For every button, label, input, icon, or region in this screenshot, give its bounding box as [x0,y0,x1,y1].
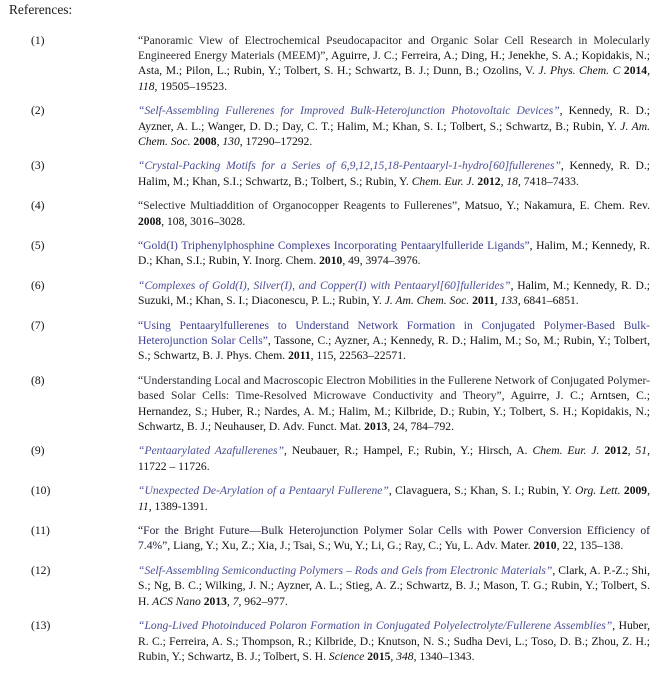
reference-year: 2009 [623,484,648,498]
reference-entry [0,523,670,553]
reference-body [138,159,650,187]
reference-entry [0,563,670,609]
reference-number: (3) [31,159,45,173]
reference-authors: , Neubauer, R.; Hampel, F.; Rubin, Y.; Hirsch, A. [284,444,533,458]
reference-pages: , 1340–1343. [413,649,475,663]
reference-journal: J. Am. Chem. Soc. [138,119,651,148]
reference-entry [0,238,670,268]
reference-pages: , 1389-1391. [148,499,208,513]
reference-entry [0,318,670,364]
reference-title: “Using Pentaarylfullerenes to Understand Network Formation in Conjugated Polymer-Based Bulk-Heterojunction Solar Cells” [138,319,650,348]
reference-number: (10) [31,484,51,498]
reference-year: 2012 [604,444,628,458]
reference-authors: , Halim, M.; Kennedy, R. D.; Khan, S.I.; Rubin, Y. [138,239,650,268]
reference-title: “Crystal-Packing Motifs for a Series of 6,9,12,15,18-Pentaaryl-1-hydro[60]fullerenes” [138,159,561,173]
reference-volume: , 11 [138,484,650,513]
reference-body [138,199,650,227]
reference-year: 2011 [288,349,311,363]
reference-entry [0,33,670,94]
reference-pages: , 784–792. [404,419,454,433]
reference-number: (12) [31,564,51,578]
reference-authors: , Kennedy, R. D.; Ayzner, A. L.; Wanger, D. D.; Day, C. T.; Halim, M.; Khan, S. I.; Tolbert, S.; Schwartz, B.; Rubin, Y. [138,104,650,133]
reference-title: “Selective Multiaddition of Organocopper Reagents to Fullerenes” [138,199,458,213]
reference-journal: Adv. Funct. Mat. [282,419,365,433]
reference-number: (9) [31,444,45,458]
page-title: References: [9,2,73,17]
reference-year: 2013 [364,419,388,433]
reference-journal: Chem. Eur. J. [411,174,478,188]
reference-entry [0,373,670,434]
reference-volume: , 108 [161,214,185,228]
reference-entry [0,278,670,308]
reference-pages: , 7418–7433. [517,174,579,188]
reference-title: “Self-Assembling Semiconducting Polymers – Rods and Gels from Electronic Materials” [138,564,553,578]
reference-journal: ACS Nano [152,594,204,608]
reference-entry [0,158,670,188]
reference-pages: , 19505–19523. [154,79,227,93]
reference-title: “Understanding Local and Macroscopic Electron Mobilities in the Fullerene Network of Conjugated Polymer-based Solar Cells: Time-Resolved Microwave Conductivity and Theory” [138,374,650,403]
reference-authors: , Halim, M.; Kennedy, R. D.; Suzuki, M.; Khan, S. I.; Diaconescu, P. L.; Rubin, Y. [138,279,650,308]
reference-authors: , Tassone, C.; Ayzner, A.; Kennedy, R. D.; Halim, M.; So, M.; Rubin, Y.; Tolbert, S.; Schwartz, B. [138,334,650,363]
reference-body [138,279,650,307]
reference-year: 2012 [477,174,501,188]
reference-volume: , 133 [494,294,518,308]
reference-volume: , 118 [138,64,650,93]
reference-entry [0,103,670,149]
reference-journal: Chem. Rev. [594,199,651,213]
reference-journal: Chem. Eur. J. [532,444,605,458]
reference-volume: , 51 [627,444,648,458]
reference-volume: , 348 [390,649,414,663]
reference-body [138,319,650,362]
reference-authors: , Liang, Y.; Xu, Z.; Xia, J.; Tsai, S.; Wu, Y.; Li, G.; Ray, C.; Yu, L. [167,539,476,553]
reference-year: 2013 [203,594,227,608]
reference-entry [0,483,670,513]
reference-pages: , 962–977. [238,594,288,608]
reference-pages: , 22563–22571. [333,349,406,363]
reference-volume: , 115 [310,349,334,363]
reference-body [138,34,650,93]
reference-list [0,33,670,664]
reference-year: 2008 [138,214,162,228]
reference-number: (5) [31,239,45,253]
reference-number: (8) [31,374,45,388]
reference-number: (11) [31,524,50,538]
reference-body [138,564,650,607]
reference-number: (2) [31,104,45,118]
reference-pages: , 135–138. [573,539,624,553]
reference-number: (6) [31,279,45,293]
reference-year: 2011 [472,294,495,308]
reference-pages: , 3016–3028. [184,214,246,228]
reference-entry [0,443,670,473]
reference-number: (1) [31,34,45,47]
reference-title: “For the Bright Future—Bulk Heterojunction Polymer Solar Cells with Power Conversion Efficiency of 7.4%” [138,524,650,553]
reference-number: (13) [31,619,51,633]
reference-authors: , Clark, A. P.-Z.; Shi, S.; Ng, B. C.; Wilking, J. N.; Ayzner, A. L.; Stieg, A. Z.; Schwartz, B. J.; Mason, T. G.; Rubin, Y.; Tolbert, S. H. [138,564,650,608]
reference-journal: J. Am. Chem. Soc. [384,294,473,308]
reference-body [138,104,650,147]
reference-body [138,374,650,433]
reference-journal: Inorg. Chem. [254,254,320,268]
reference-body [138,444,650,472]
reference-year: 2010 [533,539,557,553]
reference-number: (7) [31,319,45,333]
reference-title: “Complexes of Gold(I), Silver(I), and Copper(I) with Pentaaryl[60]fullerides” [138,279,511,293]
reference-entry [0,198,670,228]
reference-volume: , 18 [500,174,518,188]
reference-year: 2010 [319,254,343,268]
reference-title: “Panoramic View of Electrochemical Pseudocapacitor and Organic Solar Cell Research in Molecularly Engineered Energy Materials (MEEM)” [138,34,650,63]
reference-journal: Science [328,649,368,663]
reference-number: (4) [31,199,45,213]
reference-title: “Gold(I) Triphenylphosphine Complexes Incorporating Pentaarylfulleride Ligands” [138,239,530,253]
reference-volume: , 130 [216,134,240,148]
reference-body [138,619,650,662]
reference-title: “Unexpected De-Arylation of a Pentaaryl Fullerene” [138,484,389,498]
reference-year: 2015 [367,649,391,663]
reference-authors: , Aguirre, J. C.; Arntsen, C.; Hernandez, S.; Huber, R.; Nardes, A. M.; Halim, M.; Kilbride, D.; Rubin, Y.; Tolbert, S. H.; Kopidakis, N.; Schwartz, B. J.; Neuhauser, D. [138,389,650,433]
reference-authors: , Matsuo, Y.; Nakamura, E. [457,199,595,213]
reference-volume: , 49 [342,254,360,268]
reference-pages: , 6841–6851. [517,294,579,308]
reference-body [138,484,650,512]
reference-authors: , Clavaguera, S.; Khan, S. I.; Rubin, Y. [388,484,576,498]
reference-pages: , 11722 – 11726. [138,444,650,473]
reference-journal: J. Phys. Chem. [215,349,289,363]
reference-pages: , 3974–3976. [359,254,421,268]
reference-title: “Long-Lived Photoinduced Polaron Formation in Conjugated Polyelectrolyte/Fullerene Assemblies” [138,619,613,633]
reference-journal: Org. Lett. [575,484,624,498]
reference-pages: , 17290–17292. [239,134,313,148]
reference-volume: , 22 [556,539,574,553]
reference-body [138,524,650,552]
reference-title: “Self-Assembling Fullerenes for Improved Bulk-Heterojunction Photovoltaic Devices” [138,104,560,118]
reference-title: “Pentaarylated Azafullerenes” [138,444,285,458]
reference-authors: , Huber, R. C.; Ferreira, A. S.; Thompson, R.; Kilbride, D.; Knutson, N. S.; Sudha Devi, L.; Toso, D. B.; Zhou, Z. H.; Rubin, Y.; Schwartz, B. J.; Tolbert, S. H. [138,619,650,663]
reference-authors: , Aguirre, J. C.; Ferreira, A.; Ding, H.; Jenekhe, S. A.; Kopidakis, N.; Asta, M.; Pilon, L.; Rubin, Y.; Tolbert, S. H.; Schwartz, B. J.; Dunn, B.; Ozolins, V. [138,49,651,78]
reference-journal: J. Phys. Chem. C [538,64,624,78]
reference-year: 2014 [623,64,648,78]
reference-authors: , Kennedy, R. D.; Halim, M.; Khan, S.I.; Schwartz, B.; Tolbert, S.; Rubin, Y. [138,159,651,188]
reference-journal: Adv. Mater. [475,539,534,553]
reference-volume: , 7 [226,594,239,608]
reference-volume: , 24 [387,419,405,433]
reference-year: 2008 [193,134,217,148]
reference-entry [0,618,670,664]
reference-body [138,239,650,267]
